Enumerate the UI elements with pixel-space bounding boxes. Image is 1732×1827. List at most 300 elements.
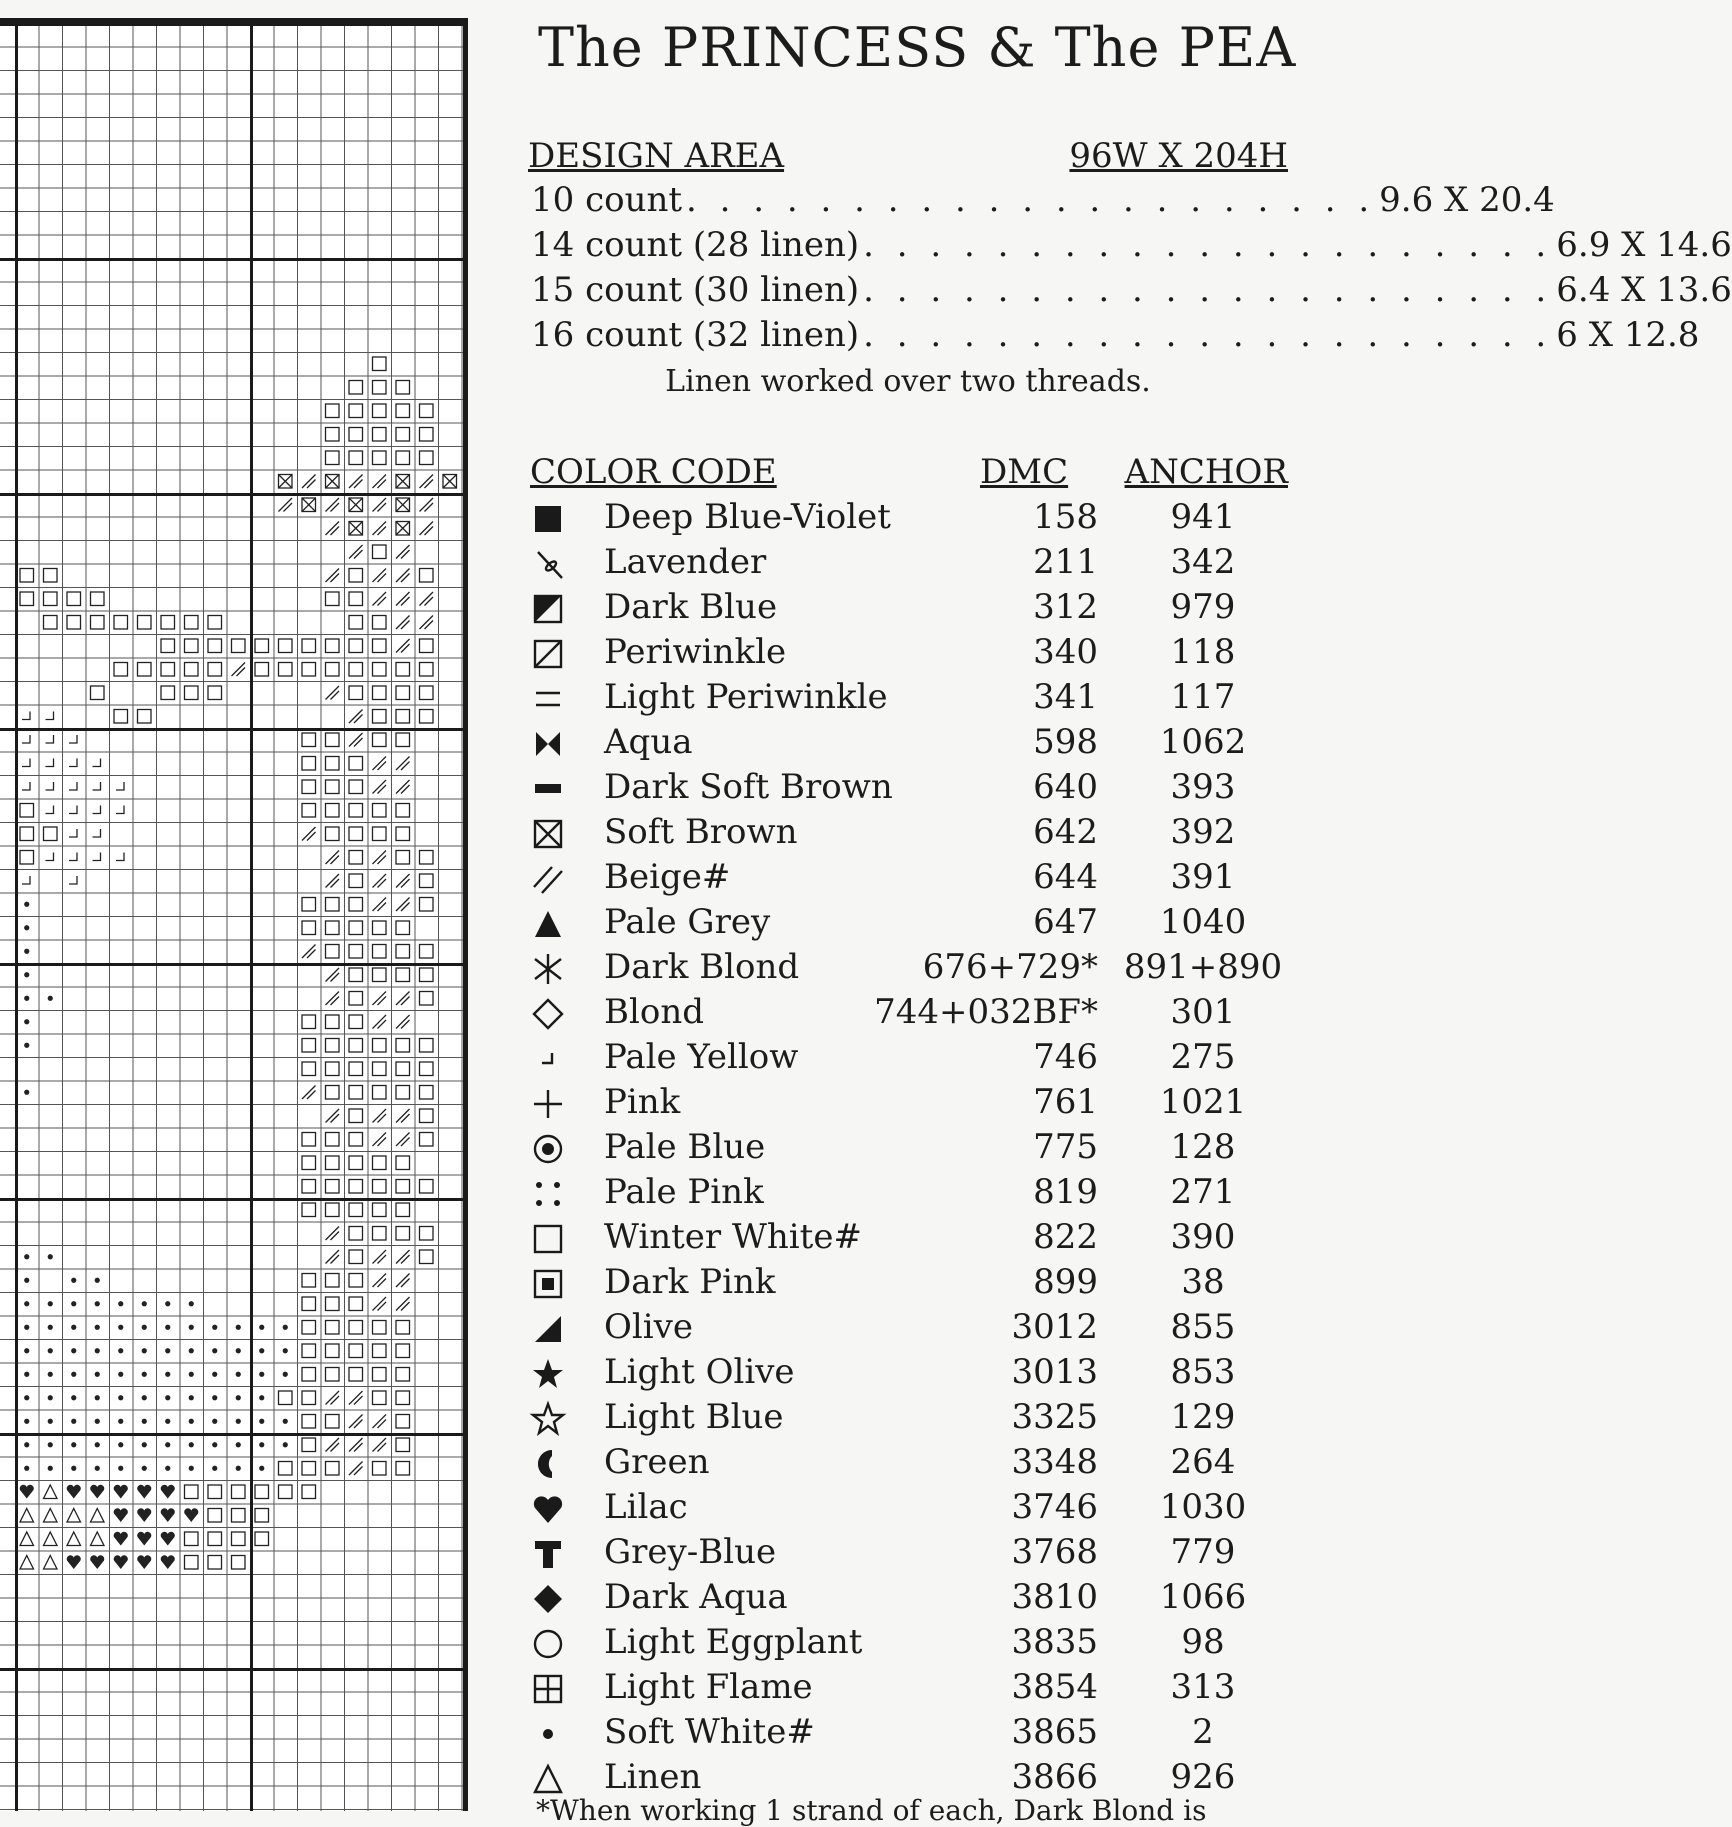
stitch-cell bbox=[349, 1438, 363, 1452]
stitch-cell bbox=[114, 1532, 128, 1546]
stitch-cell bbox=[142, 1419, 147, 1424]
stitch-cell bbox=[349, 1156, 363, 1170]
stitch-cell bbox=[396, 1462, 410, 1476]
stitch-cell bbox=[349, 733, 363, 747]
color-name: Pale Grey bbox=[604, 902, 771, 942]
dmc-number: 761 bbox=[1033, 1082, 1098, 1122]
color-row bbox=[528, 1172, 1288, 1217]
stitch-cell bbox=[24, 1442, 29, 1447]
stitch-cell bbox=[48, 996, 53, 1001]
stitch-cell bbox=[24, 1019, 29, 1024]
anchor-number: 129 bbox=[1170, 1397, 1236, 1437]
color-row bbox=[528, 497, 1288, 542]
stitch-cell bbox=[48, 1254, 53, 1259]
half-filled-square-icon bbox=[530, 591, 566, 627]
stitch-cell bbox=[396, 1274, 410, 1288]
stitch-cell bbox=[373, 1203, 387, 1217]
stitch-cell bbox=[283, 1372, 288, 1377]
stitch-cell bbox=[114, 616, 128, 630]
stitch-cell bbox=[91, 1532, 105, 1546]
stitch-cell bbox=[279, 663, 293, 677]
stitch-cell bbox=[212, 1442, 217, 1447]
anchor-number: 979 bbox=[1170, 587, 1236, 627]
stitch-cell bbox=[302, 827, 316, 841]
dot-square-icon bbox=[530, 1266, 566, 1302]
stitch-cell bbox=[373, 710, 387, 724]
stitch-cell bbox=[373, 1086, 387, 1100]
stitch-cell bbox=[189, 1372, 194, 1377]
stitch-cell bbox=[302, 663, 316, 677]
stitch-cell bbox=[259, 1442, 264, 1447]
stitch-cell bbox=[420, 1250, 434, 1264]
color-name: Winter White# bbox=[604, 1217, 862, 1257]
stitch-cell bbox=[396, 1133, 410, 1147]
stitch-cell bbox=[208, 663, 222, 677]
stitch-cell bbox=[259, 1372, 264, 1377]
stitch-cell bbox=[279, 639, 293, 653]
stitch-cell bbox=[232, 1556, 246, 1570]
stitch-cell bbox=[302, 1321, 316, 1335]
stitch-cell bbox=[396, 921, 410, 935]
stitch-cell bbox=[420, 1180, 434, 1194]
stitch-cell bbox=[349, 1015, 363, 1029]
anchor-number: 313 bbox=[1170, 1667, 1236, 1707]
stitch-cell bbox=[326, 498, 340, 512]
empty-square-icon bbox=[530, 1221, 566, 1257]
anchor-number: 390 bbox=[1170, 1217, 1236, 1257]
stitch-cell bbox=[349, 1250, 363, 1264]
stitch-cell bbox=[302, 1485, 316, 1499]
stitch-cell bbox=[236, 1442, 241, 1447]
stitch-cell bbox=[326, 1321, 340, 1335]
stitch-cell bbox=[24, 925, 29, 930]
stitch-cell bbox=[67, 1555, 81, 1569]
anchor-number: 98 bbox=[1181, 1622, 1225, 1662]
stitch-cell bbox=[116, 853, 124, 861]
stitch-cell bbox=[69, 735, 77, 743]
stitch-cell bbox=[349, 1415, 363, 1429]
stitch-cell bbox=[396, 639, 410, 653]
stitch-cell bbox=[48, 1348, 53, 1353]
leader-dots: . . . . . . . . . . . . . . . . . . . . . bbox=[686, 180, 1376, 220]
color-row bbox=[528, 1262, 1288, 1307]
stitch-cell bbox=[44, 616, 58, 630]
stitch-cell bbox=[20, 827, 34, 841]
stitch-cell bbox=[24, 1395, 29, 1400]
stitch-cell bbox=[142, 1372, 147, 1377]
stitch-cell bbox=[161, 1485, 175, 1499]
stitch-cell bbox=[326, 569, 340, 583]
stitch-cell bbox=[326, 1203, 340, 1217]
stitch-cell bbox=[349, 475, 363, 489]
dmc-number: 158 bbox=[1033, 497, 1098, 537]
stitch-cell bbox=[326, 639, 340, 653]
stitch-cell bbox=[373, 874, 387, 888]
stitch-cell bbox=[255, 1509, 269, 1523]
stitch-cell bbox=[22, 876, 30, 884]
color-name: Dark Pink bbox=[604, 1262, 776, 1302]
stitch-cell bbox=[373, 1297, 387, 1311]
stitch-cell bbox=[349, 1391, 363, 1405]
stitch-cell bbox=[373, 569, 387, 583]
stitch-cell bbox=[24, 1348, 29, 1353]
anchor-number: 275 bbox=[1170, 1037, 1236, 1077]
bullseye-icon bbox=[530, 1131, 566, 1167]
stitch-cell bbox=[71, 1325, 76, 1330]
color-name: Light Olive bbox=[604, 1352, 795, 1392]
stitch-cell bbox=[95, 1442, 100, 1447]
stitch-cell bbox=[373, 1368, 387, 1382]
stitch-cell bbox=[373, 1438, 387, 1452]
stitch-cell bbox=[302, 1462, 316, 1476]
stitch-cell bbox=[326, 1180, 340, 1194]
stitch-cell bbox=[46, 759, 54, 767]
design-row-value: 6 X 12.8 bbox=[1556, 315, 1700, 355]
dmc-number: 3866 bbox=[1011, 1757, 1098, 1797]
stitch-cell bbox=[118, 1372, 123, 1377]
stitch-cell bbox=[189, 1395, 194, 1400]
stitch-cell bbox=[373, 1180, 387, 1194]
dmc-number: 822 bbox=[1033, 1217, 1098, 1257]
stitch-cell bbox=[20, 592, 34, 606]
stitch-cell bbox=[71, 1278, 76, 1283]
needle-icon bbox=[530, 546, 566, 582]
stitch-cell bbox=[326, 874, 340, 888]
corner-icon bbox=[530, 1041, 566, 1077]
stitch-cell bbox=[142, 1325, 147, 1330]
stitch-cell bbox=[24, 902, 29, 907]
stitch-cell bbox=[396, 1344, 410, 1358]
stitch-cell bbox=[373, 733, 387, 747]
stitch-cell bbox=[396, 1321, 410, 1335]
stitch-cell bbox=[373, 1133, 387, 1147]
stitch-cell bbox=[373, 827, 387, 841]
stitch-cell bbox=[396, 1391, 410, 1405]
stitch-cell bbox=[349, 851, 363, 865]
dmc-number: 3348 bbox=[1011, 1442, 1098, 1482]
asterisk-icon bbox=[530, 951, 566, 987]
stitch-cell bbox=[118, 1395, 123, 1400]
stitch-cell bbox=[46, 806, 54, 814]
stitch-cell bbox=[349, 1227, 363, 1241]
stitch-cell bbox=[349, 780, 363, 794]
stitch-cell bbox=[349, 1297, 363, 1311]
design-row-label: 15 count (30 linen) bbox=[531, 270, 860, 310]
stitch-cell bbox=[326, 428, 340, 442]
stitch-cell bbox=[302, 1415, 316, 1429]
stitch-cell bbox=[22, 759, 30, 767]
stitch-cell bbox=[161, 616, 175, 630]
stitch-cell bbox=[255, 1532, 269, 1546]
dmc-number: 3012 bbox=[1011, 1307, 1098, 1347]
design-row bbox=[531, 315, 1700, 355]
stitch-cell bbox=[116, 806, 124, 814]
stitch-cell bbox=[420, 968, 434, 982]
stitch-cell bbox=[259, 1395, 264, 1400]
stitch-cell bbox=[185, 1556, 199, 1570]
stitch-cell bbox=[326, 804, 340, 818]
dmc-number: 676+729* bbox=[922, 947, 1098, 987]
stitch-cell bbox=[48, 1442, 53, 1447]
stitch-cell bbox=[93, 759, 101, 767]
stitch-cell bbox=[349, 992, 363, 1006]
stitch-cell bbox=[302, 1180, 316, 1194]
dmc-number: 3810 bbox=[1011, 1577, 1098, 1617]
stitch-cell bbox=[349, 945, 363, 959]
stitch-cell bbox=[67, 1509, 81, 1523]
anchor-number: 342 bbox=[1170, 542, 1236, 582]
stitch-cell bbox=[349, 592, 363, 606]
dmc-number: 647 bbox=[1033, 902, 1098, 942]
color-name: Dark Blond bbox=[604, 947, 800, 987]
stitch-cell bbox=[326, 404, 340, 418]
stitch-cell bbox=[93, 806, 101, 814]
stitch-cell bbox=[24, 972, 29, 977]
stitch-cell bbox=[396, 1227, 410, 1241]
stitch-cell bbox=[396, 522, 410, 536]
stitch-cell bbox=[349, 1133, 363, 1147]
stitch-cell bbox=[302, 921, 316, 935]
stitch-cell bbox=[137, 1508, 151, 1522]
dmc-number: 642 bbox=[1033, 812, 1098, 852]
stitch-cell bbox=[184, 1508, 198, 1522]
color-row bbox=[528, 1577, 1288, 1622]
color-row bbox=[528, 587, 1288, 632]
dmc-number: 3768 bbox=[1011, 1532, 1098, 1572]
stitch-cell bbox=[396, 827, 410, 841]
leader-dots: . . . . . . . . . . . . . . . . . . . . . bbox=[863, 225, 1553, 265]
stitch-cell bbox=[302, 1156, 316, 1170]
stitch-chart bbox=[0, 18, 468, 1811]
stitch-cell bbox=[349, 1462, 363, 1476]
stitch-cell bbox=[373, 663, 387, 677]
anchor-number: 38 bbox=[1181, 1262, 1225, 1302]
stitch-cell bbox=[20, 851, 34, 865]
stitch-cell bbox=[185, 663, 199, 677]
stitch-cell bbox=[349, 616, 363, 630]
color-row bbox=[528, 902, 1288, 947]
stitch-cell bbox=[161, 1555, 175, 1569]
stitch-cell bbox=[396, 780, 410, 794]
double-line-icon bbox=[530, 681, 566, 717]
color-row bbox=[528, 722, 1288, 767]
stitch-cell bbox=[71, 1395, 76, 1400]
dmc-number: 3865 bbox=[1011, 1712, 1098, 1752]
stitch-cell bbox=[396, 592, 410, 606]
stitch-cell bbox=[24, 1301, 29, 1306]
filled-square-icon bbox=[530, 501, 566, 537]
stitch-cell bbox=[22, 712, 30, 720]
stitch-cell bbox=[67, 616, 81, 630]
stitch-cell bbox=[302, 1368, 316, 1382]
stitch-cell bbox=[396, 428, 410, 442]
stitch-cell bbox=[137, 1555, 151, 1569]
color-name: Deep Blue-Violet bbox=[604, 497, 891, 537]
stitch-cell bbox=[349, 757, 363, 771]
stitch-cell bbox=[326, 1156, 340, 1170]
stitch-cell bbox=[373, 851, 387, 865]
design-row bbox=[531, 180, 1555, 220]
stitch-cell bbox=[46, 712, 54, 720]
stitch-cell bbox=[349, 639, 363, 653]
stitch-cell bbox=[326, 1462, 340, 1476]
stitch-cell bbox=[349, 686, 363, 700]
anchor-number: 117 bbox=[1170, 677, 1236, 717]
design-row bbox=[531, 270, 1732, 310]
stitch-cell bbox=[373, 404, 387, 418]
stitch-cell bbox=[420, 592, 434, 606]
design-row-value: 6.4 X 13.6 bbox=[1556, 270, 1732, 310]
stitch-cell bbox=[396, 1415, 410, 1429]
stitch-cell bbox=[326, 592, 340, 606]
stitch-cell bbox=[349, 1368, 363, 1382]
color-row bbox=[528, 1397, 1288, 1442]
stitch-cell bbox=[71, 1372, 76, 1377]
stitch-cell bbox=[208, 1485, 222, 1499]
color-name: Periwinkle bbox=[604, 632, 787, 672]
stitch-cell bbox=[420, 475, 434, 489]
stitch-cell bbox=[326, 1015, 340, 1029]
stitch-cell bbox=[48, 1419, 53, 1424]
stitch-cell bbox=[349, 1203, 363, 1217]
dmc-number: 341 bbox=[1033, 677, 1098, 717]
dmc-number: 3013 bbox=[1011, 1352, 1098, 1392]
stitch-cell bbox=[349, 498, 363, 512]
stitch-cell bbox=[302, 757, 316, 771]
stitch-cell bbox=[420, 1086, 434, 1100]
stitch-cell bbox=[48, 1372, 53, 1377]
stitch-cell bbox=[373, 1039, 387, 1053]
dmc-number: 819 bbox=[1033, 1172, 1098, 1212]
stitch-cell bbox=[24, 1419, 29, 1424]
stitch-cell bbox=[326, 686, 340, 700]
grid-square-icon bbox=[530, 1671, 566, 1707]
anchor-number: 391 bbox=[1170, 857, 1236, 897]
color-row bbox=[528, 767, 1288, 812]
design-area-size: 96W X 204H bbox=[1069, 136, 1288, 176]
anchor-number: 1062 bbox=[1159, 722, 1247, 762]
stitch-cell bbox=[137, 1485, 151, 1499]
anchor-number: 1030 bbox=[1159, 1487, 1247, 1527]
stitch-cell bbox=[396, 451, 410, 465]
stitch-cell bbox=[236, 1419, 241, 1424]
stitch-cell bbox=[165, 1419, 170, 1424]
stitch-cell bbox=[44, 827, 58, 841]
stitch-cell bbox=[118, 1301, 123, 1306]
bowtie-icon bbox=[530, 726, 566, 762]
stitch-cell bbox=[255, 639, 269, 653]
stitch-cell bbox=[302, 1203, 316, 1217]
stitch-cell bbox=[349, 545, 363, 559]
stitch-cell bbox=[69, 829, 77, 837]
stitch-cell bbox=[326, 1227, 340, 1241]
stitch-cell bbox=[396, 757, 410, 771]
stitch-cell bbox=[138, 616, 152, 630]
stitch-cell bbox=[208, 639, 222, 653]
stitch-cell bbox=[396, 1156, 410, 1170]
stitch-cell bbox=[185, 616, 199, 630]
stitch-cell bbox=[24, 1090, 29, 1095]
stitch-cell bbox=[142, 1348, 147, 1353]
stitch-cell bbox=[91, 686, 105, 700]
stitch-cell bbox=[71, 1348, 76, 1353]
stitch-cell bbox=[24, 996, 29, 1001]
stitch-cell bbox=[95, 1301, 100, 1306]
stitch-cell bbox=[20, 804, 34, 818]
color-name: Light Flame bbox=[604, 1667, 813, 1707]
plus-icon bbox=[530, 1086, 566, 1122]
stitch-cell bbox=[302, 945, 316, 959]
anchor-number: 118 bbox=[1170, 632, 1236, 672]
stitch-cell bbox=[373, 1062, 387, 1076]
stitch-cell bbox=[165, 1301, 170, 1306]
stitch-cell bbox=[420, 992, 434, 1006]
stitch-cell bbox=[326, 1133, 340, 1147]
stitch-cell bbox=[232, 1509, 246, 1523]
stitch-cell bbox=[302, 1438, 316, 1452]
color-row bbox=[528, 947, 1288, 992]
design-row bbox=[531, 225, 1732, 265]
stitch-cell bbox=[24, 1325, 29, 1330]
wedge-icon bbox=[530, 1311, 566, 1347]
circle-outline-icon bbox=[530, 1626, 566, 1662]
stitch-cell bbox=[326, 1344, 340, 1358]
dmc-number: 746 bbox=[1033, 1037, 1098, 1077]
stitch-cell bbox=[396, 1109, 410, 1123]
dmc-number: 211 bbox=[1033, 542, 1098, 582]
stitch-cell bbox=[373, 545, 387, 559]
stitch-cell bbox=[165, 1442, 170, 1447]
stitch-cell bbox=[326, 780, 340, 794]
filled-diamond-icon bbox=[530, 1581, 566, 1617]
stitch-cell bbox=[396, 992, 410, 1006]
stitch-cell bbox=[165, 1372, 170, 1377]
x-square-icon bbox=[530, 816, 566, 852]
stitch-cell bbox=[420, 1039, 434, 1053]
stitch-cell bbox=[138, 710, 152, 724]
design-area-heading: DESIGN AREA bbox=[528, 136, 785, 176]
stitch-cell bbox=[396, 1297, 410, 1311]
stitch-cell bbox=[396, 1438, 410, 1452]
anchor-number: 1066 bbox=[1159, 1577, 1247, 1617]
stitch-cell bbox=[349, 428, 363, 442]
color-name: Aqua bbox=[604, 722, 693, 762]
stitch-cell bbox=[326, 757, 340, 771]
color-name: Dark Aqua bbox=[604, 1577, 788, 1617]
stitch-cell bbox=[326, 733, 340, 747]
stitch-cell bbox=[283, 1442, 288, 1447]
stitch-cell bbox=[373, 1109, 387, 1123]
stitch-cell bbox=[302, 1274, 316, 1288]
stitch-cell bbox=[71, 1419, 76, 1424]
stitch-cell bbox=[349, 1039, 363, 1053]
stitch-cell bbox=[373, 475, 387, 489]
stitch-cell bbox=[302, 1015, 316, 1029]
stitch-cell bbox=[95, 1395, 100, 1400]
stitch-cell bbox=[259, 1466, 264, 1471]
stitch-cell bbox=[349, 1180, 363, 1194]
stitch-cell bbox=[349, 1109, 363, 1123]
stitch-cell bbox=[236, 1372, 241, 1377]
color-name: Light Eggplant bbox=[604, 1622, 863, 1662]
stitch-cell bbox=[420, 616, 434, 630]
stitch-cell bbox=[283, 1348, 288, 1353]
color-name: Olive bbox=[604, 1307, 693, 1347]
stitch-cell bbox=[420, 569, 434, 583]
stitch-cell bbox=[44, 1556, 58, 1570]
stitch-cell bbox=[67, 1532, 81, 1546]
color-name: Beige# bbox=[604, 857, 731, 897]
